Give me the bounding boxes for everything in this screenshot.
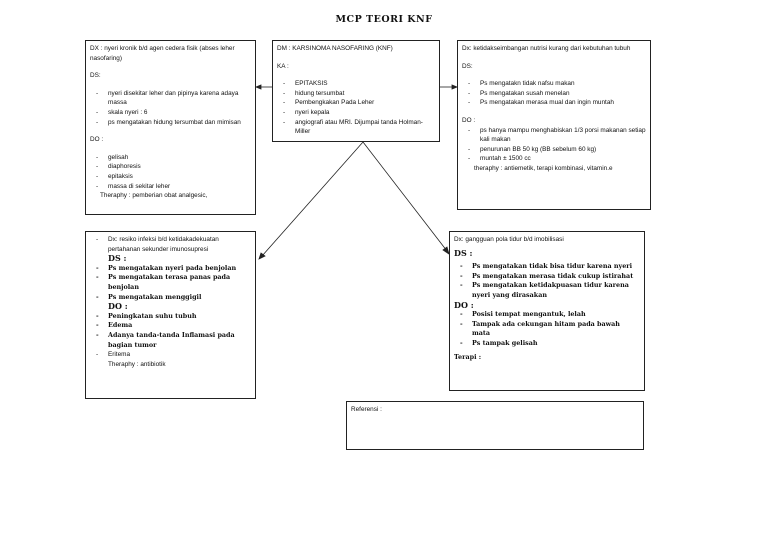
infeksi-diagnosis-box [85, 231, 256, 399]
nyeri-therapy: Theraphy : pemberian obat analgesic, [100, 192, 208, 200]
nutrisi-ds-label: DS: [462, 62, 473, 70]
arrowhead-left [256, 85, 261, 89]
page-title: MCP TEORI KNF [335, 14, 433, 25]
list-item: - muntah ± 1500 cc [462, 154, 646, 164]
list-item: - epitaksis [90, 172, 251, 182]
nyeri-do-label: DO : [90, 136, 104, 144]
list-item: - Ps mengatakan susah menelan [462, 89, 646, 99]
list-item: - hidung tersumbat [277, 89, 435, 99]
list-item: - Ps tampak gelisah [454, 339, 640, 349]
dm-list [277, 79, 435, 137]
list-item: - Edema [90, 321, 251, 331]
nutrisi-diagnosis-box [457, 40, 651, 210]
referensi-box [346, 401, 644, 450]
infeksi-ds-list [90, 264, 251, 302]
list-item: - Tampak ada cekungan hitam pada bawah mata [454, 320, 640, 339]
nutrisi-do-label: DO : [462, 116, 476, 124]
list-item: - Eritema [90, 350, 251, 360]
tidur-do-label: DO : [454, 299, 474, 310]
nyeri-ds-list [90, 89, 251, 127]
infeksi-heading-list [90, 235, 251, 254]
nutrisi-do-list [462, 126, 646, 164]
infeksi-do-label: DO : [108, 301, 128, 312]
list-item: - ps hanya mampu menghabiskan 1/3 porsi makanan setiap kali makan [462, 126, 646, 145]
infeksi-do-list-extra [90, 350, 251, 360]
referensi-label: Referensi : [351, 406, 382, 413]
list-item: - Peningkatan suhu tubuh [90, 312, 251, 322]
nyeri-diagnosis-box [85, 40, 256, 215]
nutrisi-ds-list [462, 79, 646, 108]
list-item: - Ps mengatakan tidak bisa tidur karena nyeri [454, 262, 640, 272]
list-item: - gelisah [90, 153, 251, 163]
list-item: - Posisi tempat mengantuk, lelah [454, 310, 640, 320]
list-item: - Pembengkakan Pada Leher [277, 98, 435, 108]
list-item: - angiografi atau MRI. Dijumpai tanda Holman-Miller [277, 118, 435, 137]
dm-heading: DM : KARSINOMA NASOFARING (KNF) [277, 45, 393, 52]
list-item: - Ps mengatakan menggigil [90, 293, 251, 303]
list-item: - skala nyeri : 6 [90, 108, 251, 118]
list-item: - Ps mengatakan nyeri pada benjolan [90, 264, 251, 274]
list-item: - Ps mengatakan ketidakpuasan tidur karena nyeri yang dirasakan [454, 281, 640, 300]
nyeri-ds-label: DS: [90, 72, 101, 80]
infeksi-heading: - Dx: resiko infeksi b/d ketidakadekuatan pertahanan sekunder imunosupresi [90, 235, 251, 254]
nyeri-do-list [90, 153, 251, 191]
list-item: - diaphoresis [90, 162, 251, 172]
nutrisi-therapy: theraphy : antiemetik, terapi kombinasi, vitamin.e [474, 164, 613, 172]
main-diagnosis-box [272, 40, 440, 142]
tidur-diagnosis-box [449, 231, 645, 391]
list-item: - EPITAKSIS [277, 79, 435, 89]
infeksi-ds-label: DS : [108, 253, 127, 264]
tidur-do-list [454, 310, 640, 348]
list-item: - Ps mengatakn tidak nafsu makan [462, 79, 646, 89]
list-item: - nyeri disekitar leher dan pipinya karena adaya massa [90, 89, 251, 108]
list-item: - Ps mengatakan terasa panas pada benjolan [90, 273, 251, 292]
list-item: - penurunan BB 50 kg (BB sebelum 60 kg) [462, 145, 646, 155]
list-item: - Ps mengatakan merasa tidak cukup istirahat [454, 272, 640, 282]
arrow-line-bottom-left [262, 142, 363, 256]
infeksi-therapy: Theraphy : antibiotik [108, 360, 166, 368]
list-item: - massa di sekitar leher [90, 182, 251, 192]
ka-label: KA : [277, 62, 289, 70]
tidur-ds-list [454, 262, 640, 300]
list-item: - nyeri kepala [277, 108, 435, 118]
list-item: - ps mengatakan hidung tersumbat dan mimisan [90, 118, 251, 128]
tidur-therapy: Terapi : [454, 352, 482, 361]
tidur-ds-label: DS : [454, 247, 473, 258]
arrow-line-bottom-right [363, 142, 447, 251]
tidur-heading: Dx: gangguan pola tidur b/d imobilisasi [454, 236, 564, 243]
nyeri-heading: DX : nyeri kronik b/d agen cedera fisik (abses leher nasofaring) [90, 45, 235, 62]
infeksi-do-list [90, 312, 251, 350]
list-item: - Adanya tanda-tanda Inflamasi pada bagian tumor [90, 331, 251, 350]
list-item: - Ps mengatakan merasa mual dan ingin muntah [462, 98, 646, 108]
nutrisi-heading: Dx: ketidakseimbangan nutrisi kurang dari kebutuhan tubuh [462, 45, 631, 52]
